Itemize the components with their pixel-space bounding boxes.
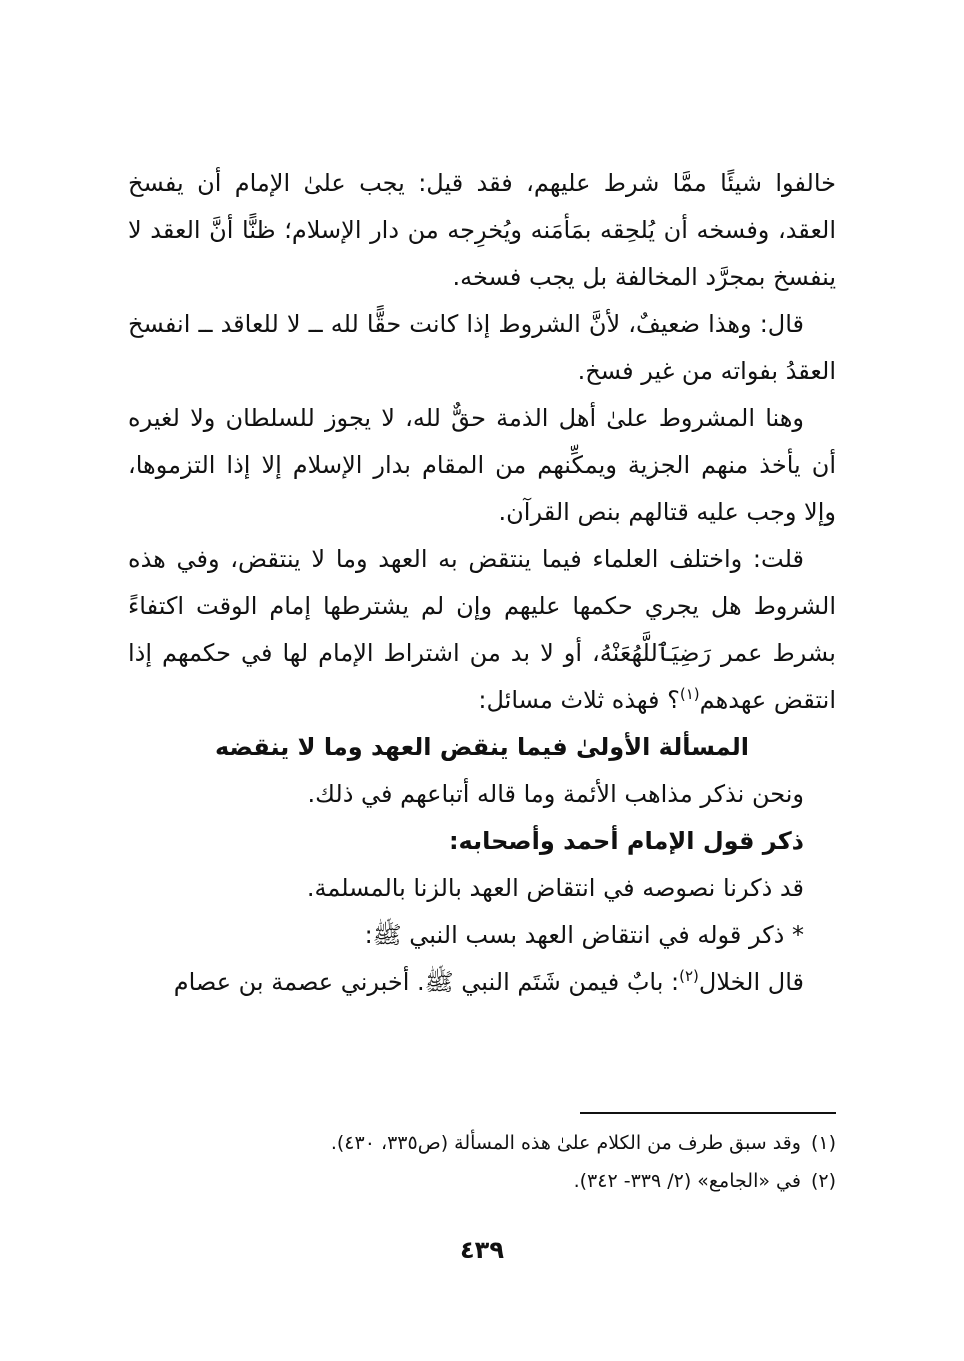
footnote-text: في «الجامع» (٢/ ٣٣٩- ٣٤٢). <box>573 1170 801 1192</box>
paragraph-8 <box>128 959 836 1006</box>
footnote-separator <box>580 1112 836 1114</box>
section-heading: المسألة الأولىٰ فيما ينقض العهد وما لا ينقضه <box>215 733 749 761</box>
footnotes <box>128 1124 836 1200</box>
paragraph-5: ونحن نذكر مذاهب الأئمة وما قاله أتباعهم في ذلك. <box>307 780 804 808</box>
footnote-2 <box>128 1162 836 1200</box>
paragraph-7: * ذكر قوله في انتقاض العهد بسب النبي ﷺ: <box>364 921 804 949</box>
subheading: ذكر قول الإمام أحمد وأصحابه: <box>448 827 804 855</box>
paragraph-3: وهنا المشروط علىٰ أهل الذمة حقٌّ لله، لا يجوز للسلطان ولا لغيره أن يأخذ منهم الجزية ويمكِّنهم من المقام بدار الإسلام إلا إذا التزموها، وإلا وجب عليه قتالهم بنص القرآن. <box>128 404 836 526</box>
main-text <box>128 160 836 1006</box>
paragraph-8-start: قال الخلال <box>698 968 804 996</box>
footnote-1 <box>128 1124 836 1162</box>
paragraph-4-end: ؟ فهذه ثلاث مسائل: <box>478 686 680 714</box>
paragraph-4-text: قلت: واختلف العلماء فيما ينتقض به العهد وما لا ينتقض، وفي هذه الشروط هل يجري حكمها عليهم وإن لم يشترطها إمام الوقت اكتفاءً بشرط عمر رَضِيَٱللَّهُعَنْهُ، أو لا بد من اشتراط الإمام لها في حكمهم إذا انتقض عهدهم <box>128 545 836 714</box>
footnote-number: (٢) <box>810 1170 836 1192</box>
footnote-number: (١) <box>810 1132 836 1154</box>
footnote-ref-1: (١) <box>679 685 700 703</box>
paragraph-6: قد ذكرنا نصوصه في انتقاض العهد بالزنا بالمسلمة. <box>306 874 804 902</box>
paragraph-2: قال: وهذا ضعيفٌ، لأنَّ الشروط إذا كانت حقًّا لله ــ لا للعاقد ــ انفسخ العقدُ بفواته من غير فسخ. <box>128 310 836 385</box>
paragraph-8-end: : بابٌ فيمن شَتَم النبي ﷺ. أخبرني عصمة بن عصام <box>173 968 680 996</box>
footnote-ref-2: (٢) <box>679 967 699 985</box>
footnote-text: وقد سبق طرف من الكلام علىٰ هذه المسألة (ص٣٣٥، ٤٣٠). <box>330 1132 801 1154</box>
page-number: ٤٣٩ <box>460 1236 504 1264</box>
paragraph-1: خالفوا شيئًا ممَّا شرط عليهم، فقد قيل: يجب علىٰ الإمام أن يفسخ العقد، وفسخه أن يُلحِقه بمَأمَنه ويُخرِجه من دار الإسلام؛ ظنًّا أنَّ العقد لا ينفسخ بمجرَّد المخالفة بل يجب فسخه. <box>128 169 836 291</box>
paragraph-4 <box>128 536 836 724</box>
